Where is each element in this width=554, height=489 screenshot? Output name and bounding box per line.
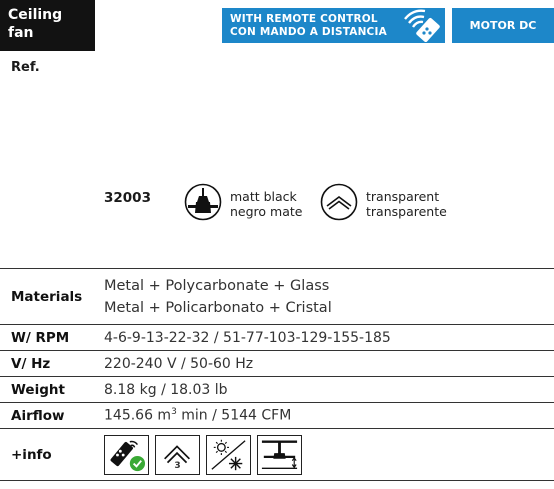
airflow-value-sup: 3 <box>171 407 177 418</box>
ref-number: 32003 <box>104 190 151 206</box>
finish-2-name-en: transparent <box>366 189 440 204</box>
weight-label: Weight <box>0 377 95 403</box>
finish-1-name-es: negro mate <box>230 204 303 219</box>
info-icons <box>104 435 554 475</box>
category-line-1: Ceiling <box>8 7 63 23</box>
specs-table <box>0 268 554 481</box>
airflow-label: Airflow <box>0 403 95 429</box>
materials-line-es: Metal + Policarbonato + Cristal <box>104 299 332 316</box>
finish-1-name-en: matt black <box>230 189 297 204</box>
materials-label: Materials <box>0 269 95 325</box>
specs-row-airflow <box>0 403 554 429</box>
materials-value <box>95 269 554 325</box>
summer-winter-icon <box>206 435 251 475</box>
specs-row-voltage <box>0 351 554 377</box>
chevron-blade-icon <box>320 183 358 221</box>
specs-row-weight <box>0 377 554 403</box>
specs-row-materials <box>0 269 554 325</box>
specs-row-rpm <box>0 325 554 351</box>
remote-banner-line-1: WITH REMOTE CONTROL <box>230 13 378 25</box>
airflow-value-suffix: min / 5144 CFM <box>176 407 292 424</box>
finish-1-text <box>230 189 302 219</box>
remote-banner-line-2: CON MANDO A DISTANCIA <box>230 26 387 38</box>
category-label <box>0 0 95 51</box>
airflow-value <box>95 403 554 429</box>
fan-silhouette-icon <box>184 183 222 221</box>
remote-control-check-icon <box>104 435 149 475</box>
voltage-label: V/ Hz <box>0 351 95 377</box>
remote-control-banner <box>222 8 445 43</box>
speed-control-icon <box>155 435 200 475</box>
airflow-value-prefix: 145.66 m <box>104 407 172 424</box>
speed-count: 3 <box>174 460 181 471</box>
info-label: +info <box>0 429 95 481</box>
category-line-2: fan <box>8 25 34 41</box>
finish-2-text <box>366 189 447 219</box>
ref-label: Ref. <box>11 60 40 75</box>
motor-dc-label: MOTOR DC <box>469 19 537 32</box>
rpm-label: W/ RPM <box>0 325 95 351</box>
voltage-value: 220-240 V / 50-60 Hz <box>95 351 554 377</box>
materials-line-en: Metal + Polycarbonate + Glass <box>104 277 330 294</box>
finish-2-name-es: transparente <box>366 204 447 219</box>
specs-row-info <box>0 429 554 481</box>
ceiling-mount-icon <box>257 435 302 475</box>
rpm-value: 4-6-9-13-22-32 / 51-77-103-129-155-185 <box>95 325 554 351</box>
info-value <box>95 429 554 481</box>
motor-dc-banner <box>452 8 554 43</box>
remote-signal-icon <box>399 9 443 42</box>
weight-value: 8.18 kg / 18.03 lb <box>95 377 554 403</box>
